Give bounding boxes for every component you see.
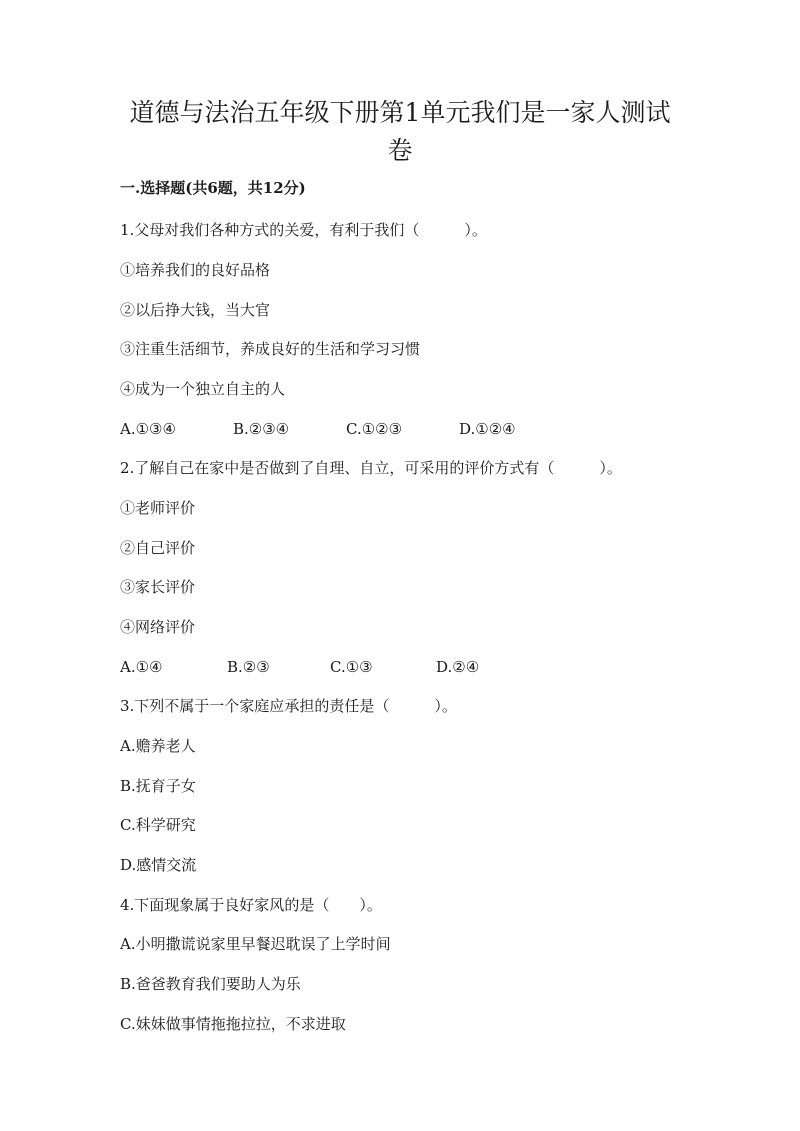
question-2-option-c: C.①③ bbox=[330, 658, 373, 676]
question-2-item-1: ①老师评价 bbox=[120, 499, 196, 517]
question-1-option-b: B.②③④ bbox=[233, 420, 290, 438]
question-3-option-b: B.抚育子女 bbox=[120, 777, 196, 795]
question-4-stem: 4.下面现象属于良好家风的是（ ）。 bbox=[120, 896, 382, 914]
question-4-option-a: A.小明撒谎说家里早餐迟耽误了上学时间 bbox=[120, 935, 391, 953]
question-2-item-3: ③家长评价 bbox=[120, 578, 196, 596]
question-1-item-2: ②以后挣大钱，当大官 bbox=[120, 301, 271, 319]
question-1-stem: 1.父母对我们各种方式的关爱，有利于我们（ ）。 bbox=[120, 221, 487, 239]
question-1-item-1: ①培养我们的良好品格 bbox=[120, 261, 271, 279]
section-heading: 一.选择题(共6题，共12分) bbox=[120, 179, 306, 197]
question-3-option-a: A.赡养老人 bbox=[120, 737, 196, 755]
question-1-option-a: A.①③④ bbox=[120, 420, 176, 438]
question-1-option-c: C.①②③ bbox=[346, 420, 403, 438]
question-1-item-3: ③注重生活细节，养成良好的生活和学习习惯 bbox=[120, 340, 421, 358]
document-title: 道德与法治五年级下册第1单元我们是一家人测试卷 bbox=[129, 98, 671, 165]
question-3-option-d: D.感情交流 bbox=[120, 856, 197, 874]
question-3-stem: 3.下列不属于一个家庭应承担的责任是（ ）。 bbox=[120, 697, 457, 715]
question-2-item-2: ②自己评价 bbox=[120, 539, 196, 557]
question-2-option-b: B.②③ bbox=[227, 658, 270, 676]
question-4-option-b: B.爸爸教育我们要助人为乐 bbox=[120, 975, 301, 993]
question-2-item-4: ④网络评价 bbox=[120, 618, 196, 636]
question-4-option-c: C.妹妹做事情拖拖拉拉，不求进取 bbox=[120, 1015, 346, 1033]
question-2-option-a: A.①④ bbox=[120, 658, 163, 676]
question-1-item-4: ④成为一个独立自主的人 bbox=[120, 380, 286, 398]
question-2-option-d: D.②④ bbox=[436, 658, 480, 676]
question-1-option-d: D.①②④ bbox=[459, 420, 516, 438]
question-3-option-c: C.科学研究 bbox=[120, 816, 196, 834]
question-2-stem: 2.了解自己在家中是否做到了自理、自立，可采用的评价方式有（ ）。 bbox=[120, 459, 622, 477]
